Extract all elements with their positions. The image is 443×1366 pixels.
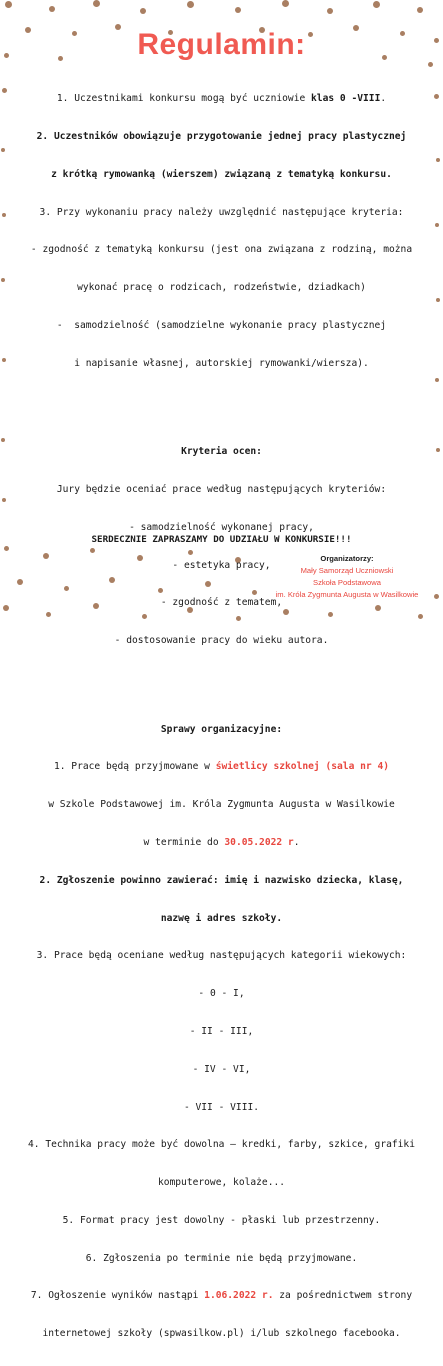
polka-dot bbox=[428, 62, 433, 67]
polka-dot bbox=[93, 0, 100, 7]
polka-dot bbox=[2, 498, 6, 502]
org-point-2-line-2: nazwę i adres szkoły. bbox=[160, 912, 283, 924]
rules-document bbox=[8, 68, 435, 1366]
location-highlight: świetlicy szkolnej (sala nr 4) bbox=[215, 761, 389, 773]
rule-1: 1. Uczestnikami konkursu mogą być uczniowie klas 0 -VIII. bbox=[56, 93, 387, 105]
rule-1-classes: klas 0 -VIII bbox=[311, 93, 381, 105]
polka-dot bbox=[435, 378, 439, 382]
organizer-line: im. Króla Zygmunta Augusta w Wasilkowie bbox=[275, 590, 419, 599]
rule-3-line-4: - samodzielność (samodzielne wykonanie pracy plastycznej bbox=[56, 319, 387, 331]
closing-invitation: SERDECZNIE ZAPRASZAMY DO UDZIAŁU W KONKURSIE!!! bbox=[91, 534, 352, 545]
deadline-date: 30.05.2022 r bbox=[224, 837, 294, 849]
rule-3-line-5: i napisanie własnej, autorskiej rymowanki/wiersza). bbox=[74, 357, 369, 369]
age-category: - IV - VI, bbox=[192, 1063, 251, 1075]
polka-dot bbox=[327, 8, 333, 14]
criteria-item: - estetyka pracy, bbox=[172, 559, 271, 571]
organizer-line: Mały Samorząd Uczniowski bbox=[300, 566, 394, 575]
criteria-intro: Jury będzie oceniać prace według następujących kryteriów: bbox=[56, 484, 387, 495]
rule-3-line-3: wykonać pracę o rodzicach, rodzeństwie, dziadkach) bbox=[77, 282, 366, 294]
polka-dot bbox=[2, 358, 6, 362]
organizer-line: Szkoła Podstawowa bbox=[313, 578, 381, 587]
criteria-item: - dostosowanie pracy do wieku autora. bbox=[114, 635, 329, 647]
organizers-block bbox=[262, 553, 432, 601]
org-point-2-line-1: 2. Zgłoszenie powinno zawierać: imię i nazwisko dziecka, klasę, bbox=[39, 874, 404, 886]
polka-dot bbox=[436, 158, 440, 162]
polka-dot bbox=[1, 438, 5, 442]
polka-dot bbox=[187, 1, 194, 8]
polka-dot bbox=[436, 298, 440, 302]
age-category: - 0 - I, bbox=[198, 988, 245, 1000]
rule-3-line-1: 3. Przy wykonaniu pracy należy uwzględnić następujące kryteria: bbox=[39, 206, 404, 218]
criteria-item: - samodzielność wykonanej pracy, bbox=[129, 521, 314, 533]
polka-dot bbox=[436, 448, 440, 452]
org-point-5: 5. Format pracy jest dowolny - płaski lub przestrzenny. bbox=[62, 1214, 381, 1226]
rule-2-line-1: 2. Uczestników obowiązuje przygotowanie jednej pracy plastycznej bbox=[36, 130, 407, 142]
organizers-heading: Organizatorzy: bbox=[320, 554, 374, 563]
polka-dot bbox=[435, 223, 439, 227]
results-date: 1.06.2022 r. bbox=[204, 1290, 274, 1302]
polka-dot bbox=[417, 7, 423, 13]
org-point-4-line-1: 4. Technika pracy może być dowolna – kredki, farby, szkice, grafiki bbox=[28, 1139, 415, 1151]
polka-dot bbox=[373, 1, 380, 8]
polka-dot bbox=[1, 278, 5, 282]
polka-dot bbox=[235, 7, 241, 13]
polka-dot bbox=[1, 148, 5, 152]
rule-2-line-2: z krótką rymowanką (wierszem) związaną z tematyką konkursu. bbox=[51, 168, 392, 180]
org-point-1-line-2: w Szkole Podstawowej im. Króla Zygmunta Augusta w Wasilkowie bbox=[48, 799, 395, 811]
polka-dot bbox=[140, 8, 146, 14]
page-title: Regulamin: bbox=[137, 28, 306, 61]
org-point-7-line-1: 7. Ogłoszenie wyników nastąpi 1.06.2022 r. za pośrednictwem strony bbox=[30, 1290, 413, 1302]
polka-dot bbox=[2, 213, 6, 217]
polka-dot bbox=[282, 0, 289, 7]
org-point-1-line-1: 1. Prace będą przyjmowane w świetlicy szkolnej (sala nr 4) bbox=[53, 761, 389, 773]
organizational-heading: Sprawy organizacyjne: bbox=[160, 723, 283, 735]
polka-dot bbox=[5, 1, 12, 8]
polka-dot bbox=[49, 6, 55, 12]
org-point-3-line-1: 3. Prace będą oceniane według następujących kategorii wiekowych: bbox=[36, 950, 407, 962]
criteria-heading: Kryteria ocen: bbox=[181, 446, 262, 458]
org-point-1-line-3: w terminie do 30.05.2022 r. bbox=[143, 837, 300, 849]
rule-3-line-2: - zgodność z tematyką konkursu (jest ona związana z rodziną, można bbox=[30, 244, 413, 256]
age-category: - II - III, bbox=[189, 1025, 254, 1037]
org-point-6: 6. Zgłoszenia po terminie nie będą przyjmowane. bbox=[85, 1252, 358, 1264]
criteria-item: - zgodność z tematem, bbox=[160, 597, 283, 609]
polka-dot bbox=[2, 88, 7, 93]
org-point-7-line-2: internetowej szkoły (spwasilkow.pl) i/lub szkolnego facebooka. bbox=[42, 1328, 401, 1340]
org-point-4-line-2: komputerowe, kolaże... bbox=[157, 1177, 286, 1189]
age-category: - VII - VIII. bbox=[183, 1101, 260, 1113]
